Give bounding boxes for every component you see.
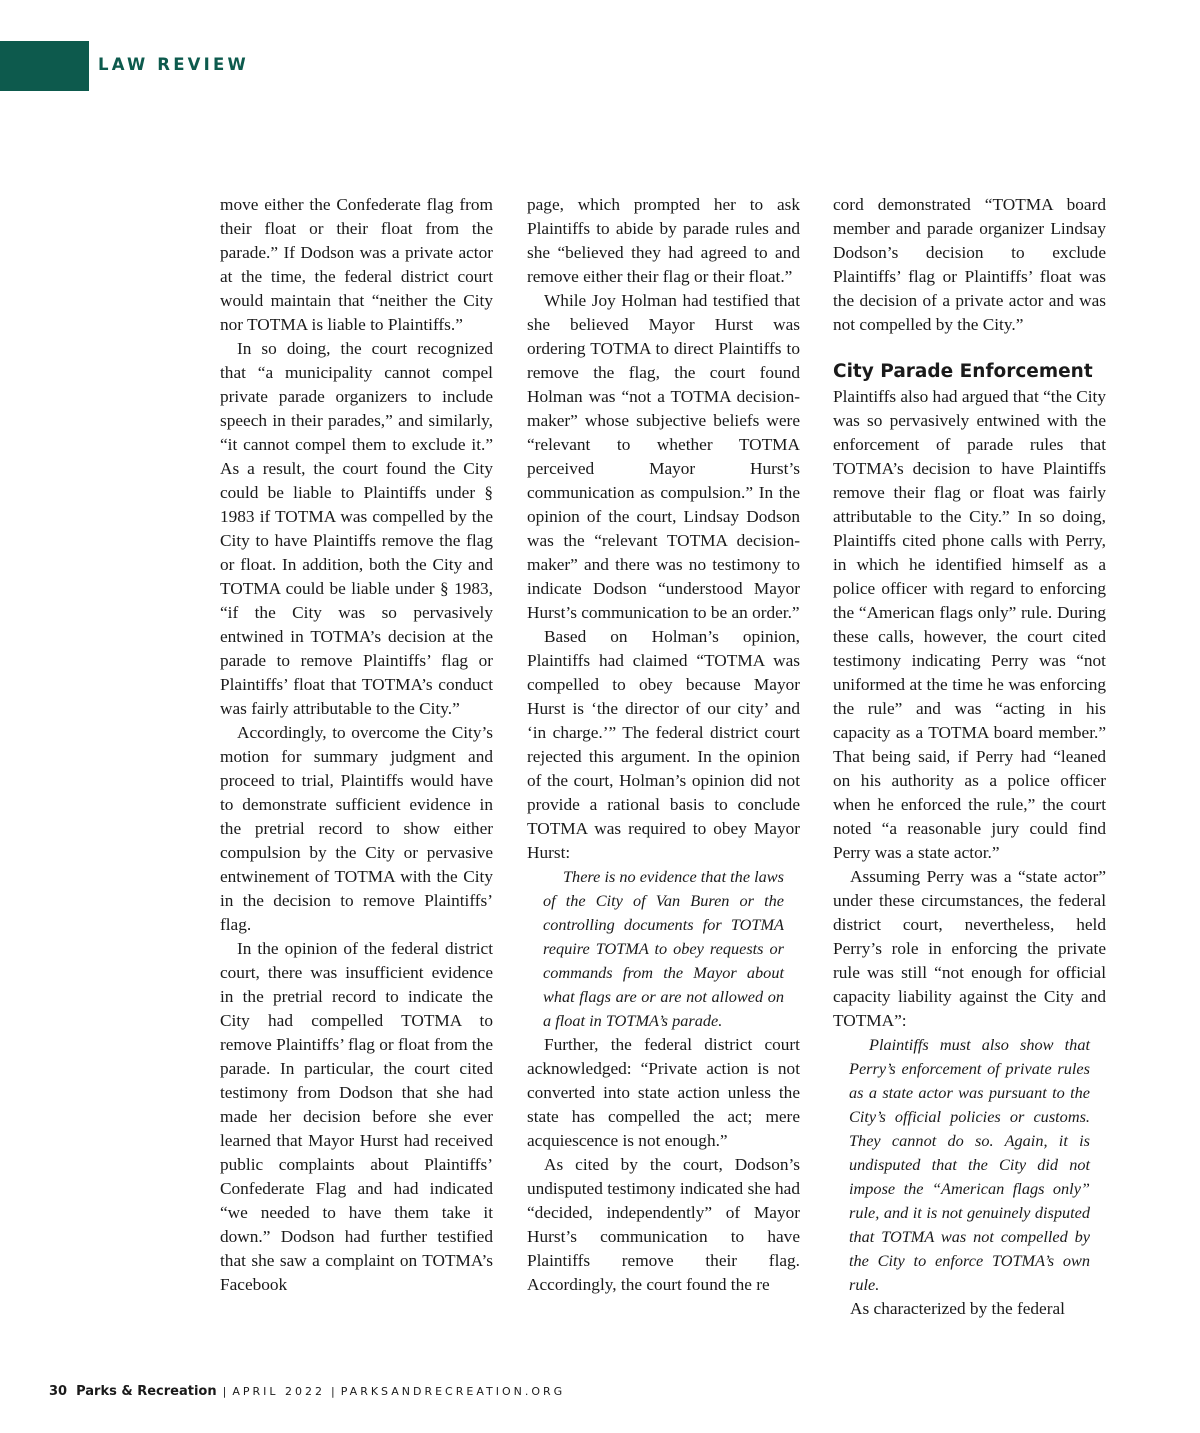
- paragraph: Further, the federal district court acknowledged: “Private action is not converted into state action unless the state has compelled the act; mere acquiescence is not enough.”: [527, 1035, 800, 1150]
- page-footer: [49, 1384, 565, 1399]
- paragraph: In so doing, the court recognized that “a municipality cannot compel private parade organizers to include speech in their parades,” and similarly, “it cannot compel them to exclude it.” As a result, the court found the City could be liable to Plaintiffs under § 1983 if TOTMA was compelled by the City to have Plaintiffs remove the flag or float. In addition, both the City and TOTMA could be liable under § 1983, “if the City was so pervasively entwined in TOTMA’s decision at the parade to remove Plaintiffs’ flag or Plaintiffs’ float that TOTMA’s conduct was fairly attributable to the City.”: [220, 339, 493, 718]
- paragraph: As cited by the court, Dodson’s undisputed testimony indicated she had “decided, independently” of Mayor Hurst’s communication to have Plaintiffs remove their flag. Accordingly, the court found the re: [527, 1155, 800, 1294]
- website-url: PARKSANDRECREATION.ORG: [340, 1385, 566, 1398]
- section-label: LAW REVIEW: [98, 55, 249, 74]
- issue-date: APRIL 2022: [232, 1385, 326, 1398]
- article-column-right: [833, 193, 1106, 1321]
- paragraph: As characterized by the federal: [850, 1299, 1065, 1318]
- article-column-left: [220, 193, 493, 1297]
- paragraph: cord demonstrated “TOTMA board member and parade organizer Lindsay Dodson’s decision to exclude Plaintiffs’ flag or Plaintiffs’ float was the decision of a private actor and was not compelled by the City.”: [833, 195, 1106, 334]
- magazine-name: Parks & Recreation: [76, 1384, 217, 1399]
- paragraph: While Joy Holman had testified that she believed Mayor Hurst was ordering TOTMA to direct Plaintiffs to remove the flag, the court found Holman was “not a TOTMA decision-maker” whose subjective beliefs were “relevant to whether TOTMA perceived Mayor Hurst’s communication as compulsion.” In the opinion of the court, Lindsay Dodson was the “relevant TOTMA decision-maker” and there was no testimony to indicate Dodson “understood Mayor Hurst’s communication to be an order.”: [527, 291, 800, 622]
- section-color-block: [0, 41, 89, 91]
- paragraph: page, which prompted her to ask Plaintiffs to abide by parade rules and she “believed they had agreed to and remove either their flag or their float.”: [527, 195, 800, 286]
- article-column-middle: [527, 193, 800, 1297]
- section-subheading: City Parade Enforcement: [833, 361, 1093, 382]
- block-quote: Plaintiffs must also show that Perry’s enforcement of private rules as a state actor was pursuant to the City’s official policies or customs. They cannot do so. Again, it is undisputed that the City did not impose the “American flags only” rule, and it is not genuinely disputed that TOTMA was not compelled by the City to enforce TOTMA’s own rule.: [849, 1035, 1090, 1294]
- footer-separator: |: [331, 1385, 338, 1398]
- block-quote: There is no evidence that the laws of the City of Van Buren or the controlling documents for TOTMA require TOTMA to obey requests or commands from the Mayor about what flags are or are not allowed on a float in TOTMA’s parade.: [543, 867, 784, 1030]
- page-number: 30: [49, 1384, 68, 1399]
- paragraph: Plaintiffs also had argued that “the City was so pervasively entwined with the enforcement of parade rules that TOTMA’s decision to have Plaintiffs remove their flag or float was fairly attributable to the City.” In so doing, Plaintiffs cited phone calls with Perry, in which he identified himself as a police officer with regard to enforcing the “American flags only” rule. During these calls, however, the court cited testimony indicating Perry was “not uniformed at the time he was enforcing the rule” and was “acting in his capacity as a TOTMA board member.” That being said, if Perry had “leaned on his authority as a police officer when he enforced the rule,” the court noted “a reasonable jury could find Perry was a state actor.”: [833, 387, 1106, 862]
- paragraph: Accordingly, to overcome the City’s motion for summary judgment and proceed to trial, Plaintiffs would have to demonstrate sufficient evidence in the pretrial record to show either compulsion by the City or pervasive entwinement of TOTMA with the City in the decision to remove Plaintiffs’ flag.: [220, 723, 493, 934]
- paragraph: Based on Holman’s opinion, Plaintiffs had claimed “TOTMA was compelled to obey because Mayor Hurst is ‘the director of our city’ and ‘in charge.’” The federal district court rejected this argument. In the opinion of the court, Holman’s opinion did not provide a rational basis to conclude TOTMA was required to obey Mayor Hurst:: [527, 627, 800, 862]
- paragraph: In the opinion of the federal district court, there was insufficient evidence in the pretrial record to indicate the City had compelled TOTMA to remove Plaintiffs’ flag or float from the parade. In particular, the court cited testimony from Dodson that she had made her decision before she ever learned that Mayor Hurst had received public complaints about Plaintiffs’ Confederate Flag and had indicated “we needed to have them take it down.” Dodson had further testified that she saw a complaint on TOTMA’s Facebook: [220, 939, 493, 1294]
- footer-separator: |: [222, 1385, 230, 1398]
- paragraph: Assuming Perry was a “state actor” under these circumstances, the federal district court, nevertheless, held Perry’s role in enforcing the private rule was still “not enough for official capacity liability against the City and TOTMA”:: [833, 867, 1106, 1030]
- paragraph: move either the Confederate flag from their float or their float from the parade.” If Dodson was a private actor at the time, the federal district court would maintain that “neither the City nor TOTMA is liable to Plaintiffs.”: [220, 195, 493, 334]
